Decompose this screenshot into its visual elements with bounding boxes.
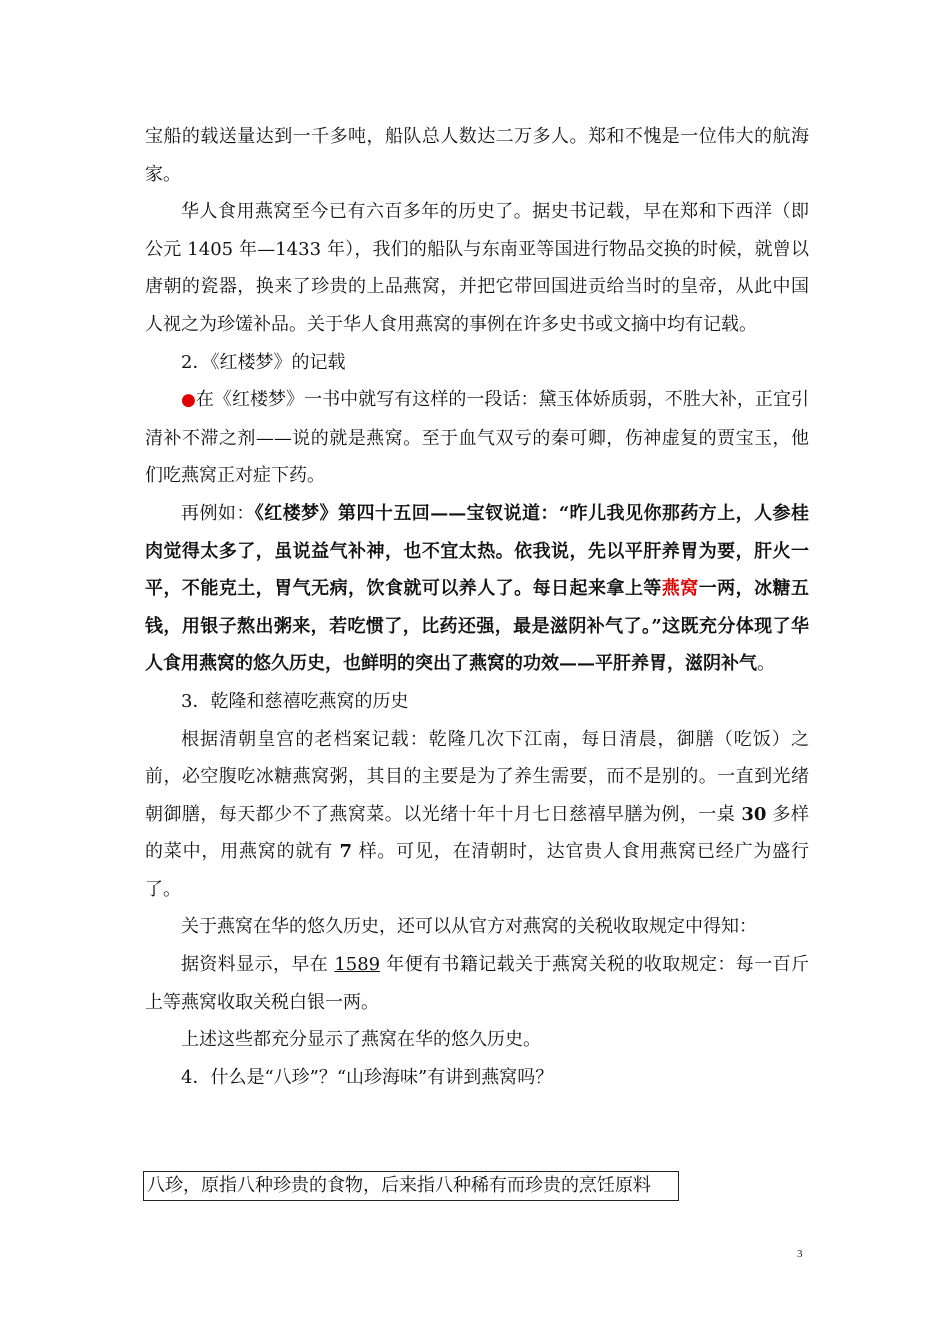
- paragraph-5-part-1: 根据清朝皇宫的老档案记载：乾隆几次下江南，每日清晨，御膳（吃饭）之前，必空腹吃冰糖燕窝粥，其目的主要是为了养生需要，而不是别的。一直到光绪朝御膳，每天都少不了燕窝菜。以光绪十年十月七日慈禧早膳为例，一桌: [145, 728, 809, 825]
- highlighted-word: 燕窝: [661, 578, 699, 600]
- paragraph-4-lead: 再例如：: [181, 502, 255, 524]
- boxed-text: 八珍，原指八种珍贵的食物，后来指八种稀有而珍贵的烹饪原料: [143, 1171, 679, 1201]
- quote-text: 《红楼梦》第四十五回——宝钗说道：“昨儿我见你那药方上，人参桂肉觉得太多了，虽说益气补神，也不宜太热。依我说，先以平肝养胃为要，肝火一平，不能克土，胃气无病，饮食就可以养人了。每日起来拿上等: [145, 502, 809, 600]
- paragraph-5: [145, 721, 809, 909]
- paragraph-3-text: 在《红楼梦》一书中就写有这样的一段话：黛玉体娇质弱，不胜大补，正宜引清补不滞之剂——说的就是燕窝。至于血气双亏的秦可卿，伤神虚复的贾宝玉，他们吃燕窝正对症下药。: [145, 389, 809, 487]
- paragraph-4-tail: 。: [757, 653, 775, 675]
- paragraph-5-part-2: 多样的菜中，用燕窝的就有: [145, 803, 809, 863]
- number-7: 7: [339, 841, 353, 863]
- page-number: 3: [797, 1248, 803, 1260]
- paragraph-6: 关于燕窝在华的悠久历史，还可以从官方对燕窝的关税收取规定中得知：: [181, 916, 757, 938]
- body-text: [145, 118, 809, 1096]
- quote-text-continued: 一两，冰糖五钱，用银子熬出粥来，若吃惯了，比药还强，最是滋阴补气了。”这既充分体现了华人食用燕窝的悠久历史，也鲜明的突出了燕窝的功效——平肝养胃，滋阴补气: [145, 578, 810, 675]
- section-heading-2: 2．《红楼梦》的记载: [181, 351, 346, 373]
- paragraph-1: 宝船的载送量达到一千多吨，船队总人数达二万多人。郑和不愧是一位伟大的航海家。: [145, 126, 809, 185]
- paragraph-2: 华人食用燕窝至今已有六百多年的历史了。据史书记载，早在郑和下西洋（即公元 1405 年—1433 年），我们的船队与东南亚等国进行物品交换的时候，就曾以唐朝的瓷器，换来了珍贵的上品燕窝，并把它带回国进贡给当时的皇帝，从此中国人视之为珍馐补品。关于华人食用燕窝的事例在许多史书或文摘中均有记载。: [145, 201, 809, 335]
- paragraph-7-part-1: 据资料显示，早在: [181, 954, 335, 976]
- section-heading-3: 3．乾隆和慈禧吃燕窝的历史: [181, 690, 409, 712]
- year-1589: 1589: [334, 954, 381, 976]
- paragraph-7-part-2: 年便有书籍记载关于燕窝关税的收取规定：每一百斤上等燕窝收取关税白银一两。: [145, 954, 809, 1013]
- section-heading-4: 4．什么是“八珍”？“山珍海味”有讲到燕窝吗？: [181, 1066, 554, 1088]
- paragraph-3: [145, 381, 809, 495]
- bullet-icon: ●: [181, 390, 196, 411]
- number-30: 30: [741, 803, 767, 825]
- paragraph-4: [145, 495, 809, 683]
- paragraph-5-part-3: 样。可见，在清朝时，达官贵人食用燕窝已经广为盛行了。: [145, 841, 809, 900]
- paragraph-8: 上述这些都充分显示了燕窝在华的悠久历史。: [181, 1029, 541, 1051]
- paragraph-7: [145, 946, 809, 1021]
